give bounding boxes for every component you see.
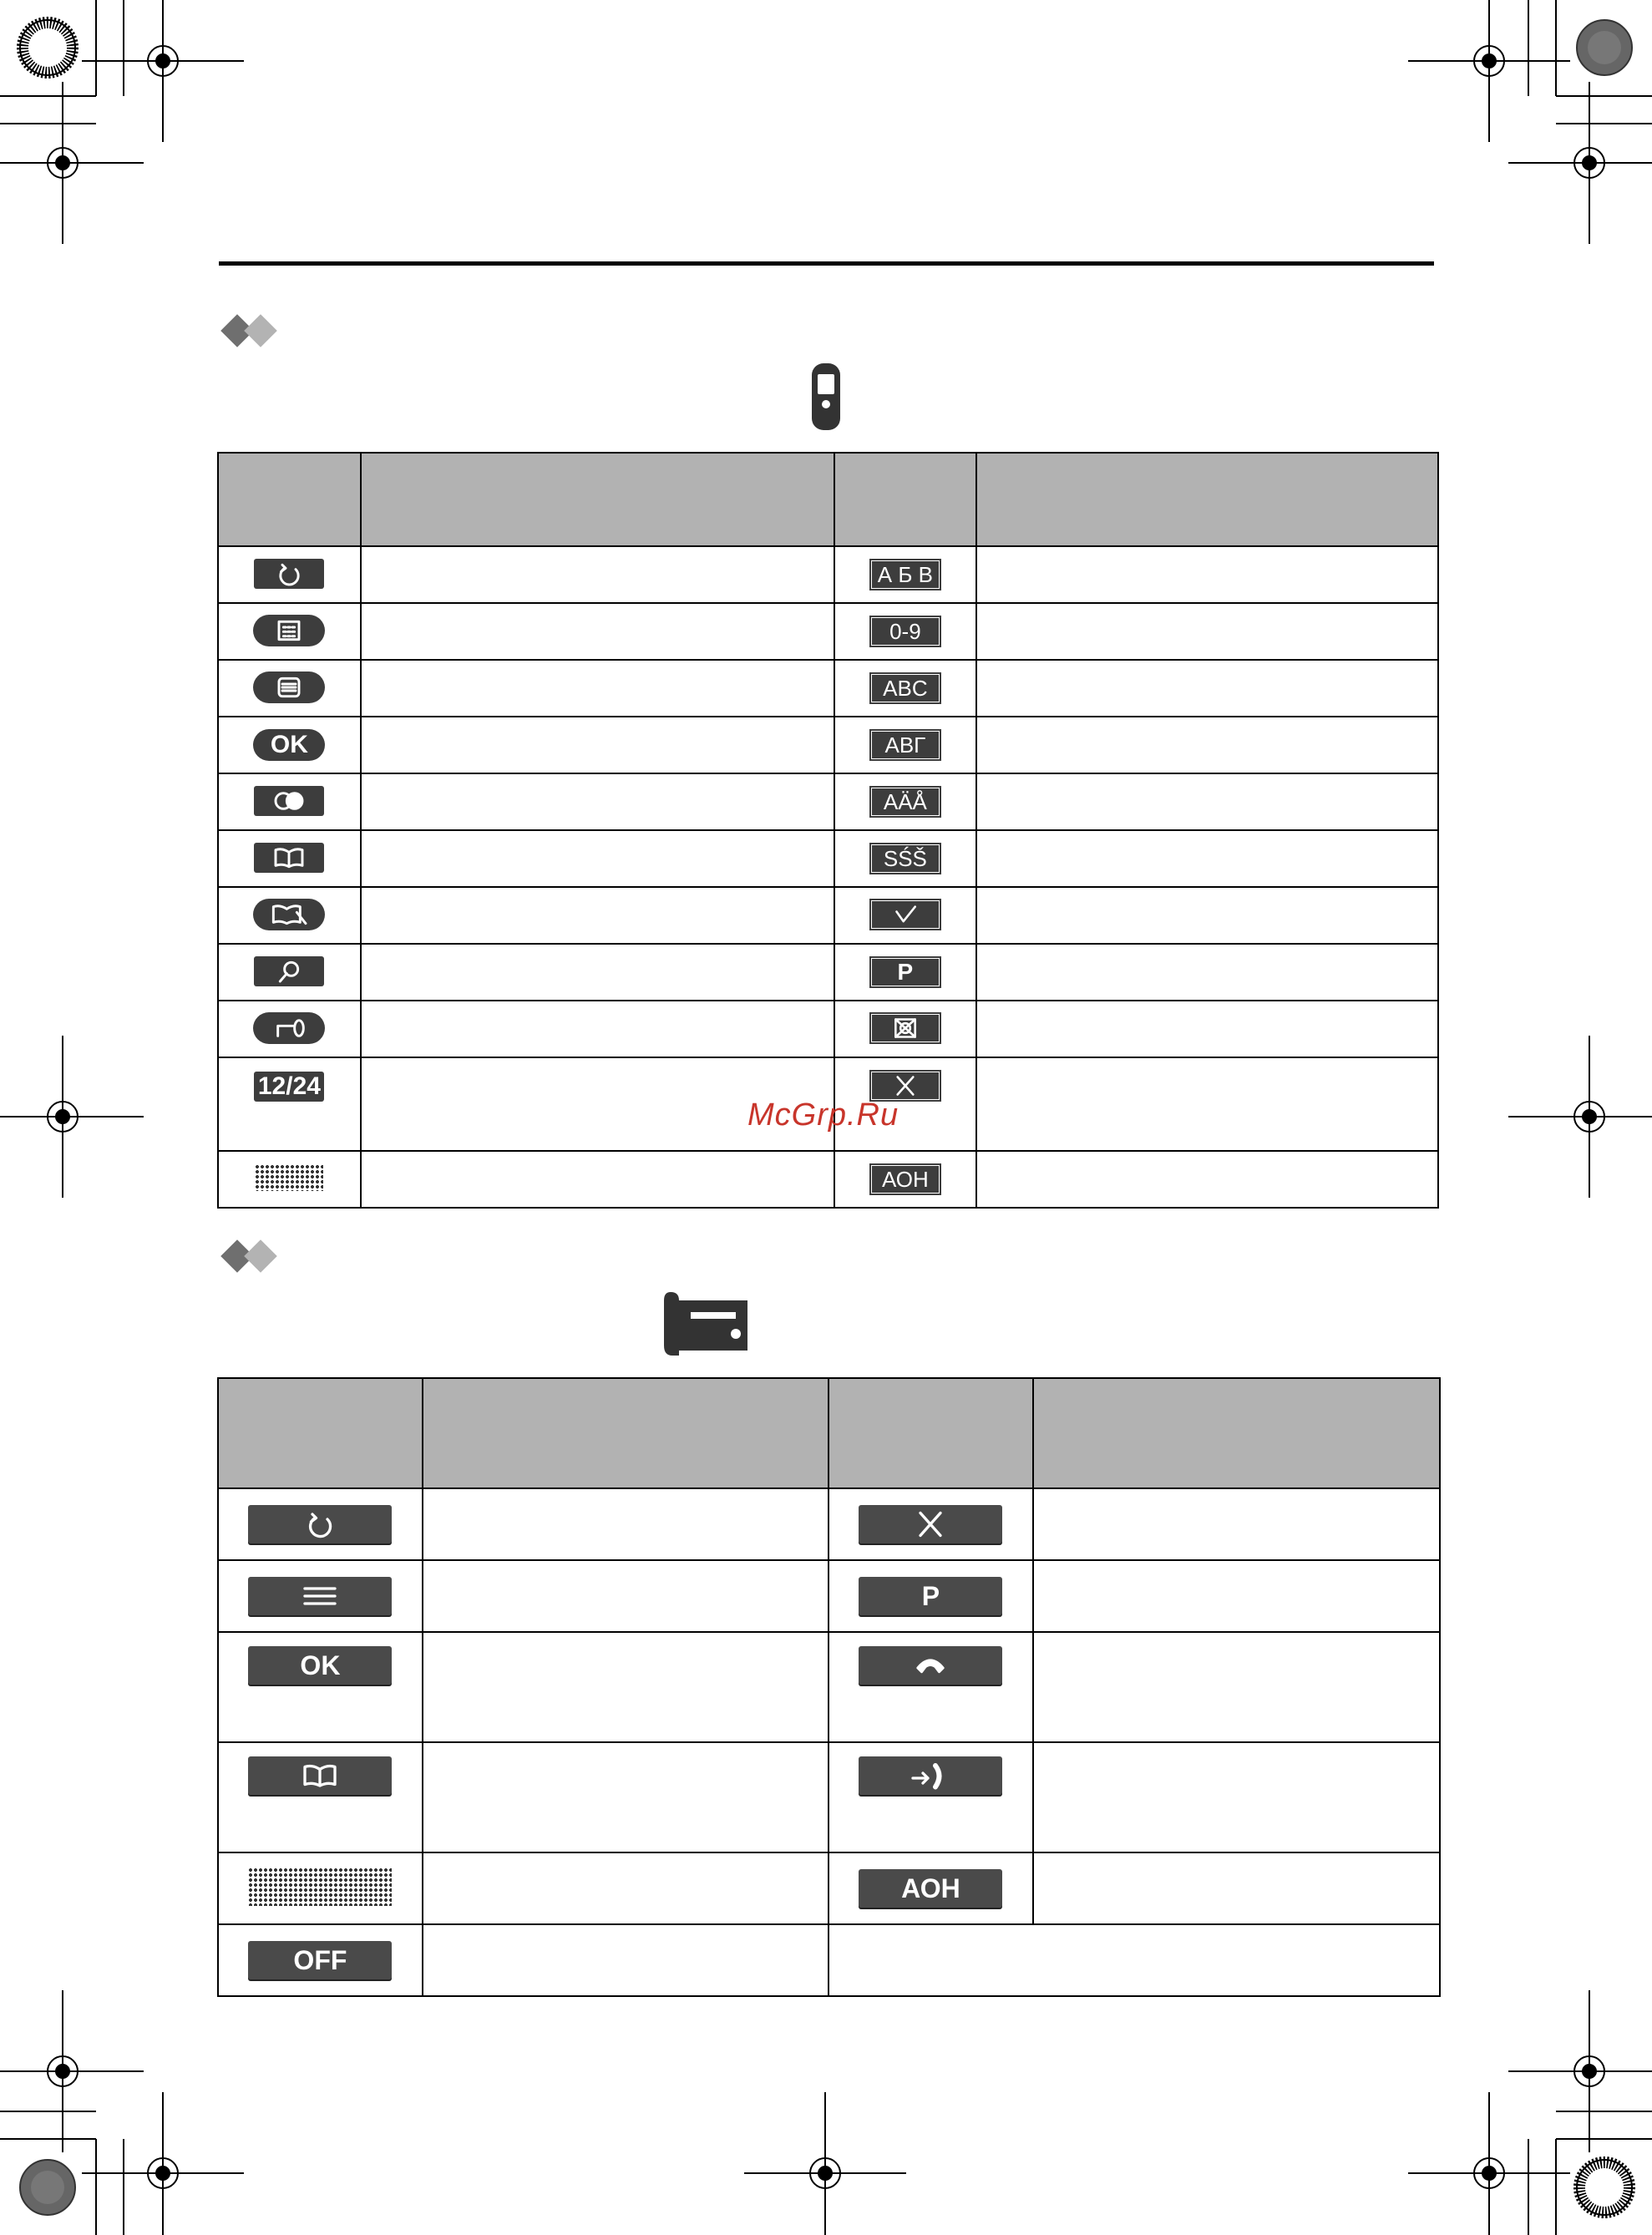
key-cell: [218, 830, 361, 887]
right-key-cell: [829, 1632, 1033, 1742]
left-key-cell: [218, 1742, 423, 1852]
key-description: [361, 887, 834, 944]
key-description: [361, 773, 834, 830]
key-description: [361, 603, 834, 660]
table-row: [218, 1742, 1440, 1852]
key-description: [361, 717, 834, 773]
watermark: McGrp.Ru: [747, 1097, 899, 1133]
table-row: [218, 773, 1438, 830]
key-description: [1033, 1560, 1440, 1632]
key-p: P: [859, 1577, 1002, 1615]
key-description: [361, 546, 834, 603]
table-row: [218, 717, 1438, 773]
table-row: [218, 1151, 1438, 1208]
key-description: [423, 1924, 829, 1996]
display-cell: [834, 546, 976, 603]
display-description: [976, 773, 1438, 830]
display-cell: [834, 1001, 976, 1057]
display-label: АВГ: [871, 731, 940, 759]
display-label: А Б В: [871, 560, 940, 589]
key-cell: [218, 1057, 361, 1151]
key-description: [361, 660, 834, 717]
table-header-row: [218, 453, 1438, 546]
phonebook-icon: [248, 1756, 392, 1795]
section-diamond-icon: [219, 1236, 286, 1278]
display-label: SŚŠ: [871, 844, 940, 873]
key-: АОН: [859, 1869, 1002, 1908]
display-cell: [834, 773, 976, 830]
key-cell: [218, 603, 361, 660]
display-description: [976, 717, 1438, 773]
display-cell: [834, 944, 976, 1001]
left-key-cell: [218, 1560, 423, 1632]
key-cell: [218, 1151, 361, 1208]
right-key-cell: [829, 1488, 1033, 1560]
display-description: [976, 1001, 1438, 1057]
display-description: [976, 603, 1438, 660]
display-cell: [834, 603, 976, 660]
menu-lines-icon: [248, 1577, 392, 1615]
key-description: [361, 1151, 834, 1208]
base-symbols-table: [217, 1377, 1441, 1997]
keypad-dots-icon: [248, 1868, 392, 1906]
table-row: [218, 546, 1438, 603]
handset-icon: [859, 1646, 1002, 1685]
key-description: [361, 830, 834, 887]
key-cell: [218, 944, 361, 1001]
table-row: [218, 1924, 1440, 1996]
display-cell: [834, 830, 976, 887]
key-lock-icon: [253, 1012, 325, 1044]
key-description: [361, 944, 834, 1001]
key-ok: OK: [248, 1646, 392, 1685]
key-description: [423, 1488, 829, 1560]
key-cell: [218, 773, 361, 830]
display-cell: [834, 717, 976, 773]
key-cell: [218, 660, 361, 717]
menu-icon: [253, 672, 325, 703]
key-cell: [218, 887, 361, 944]
key-description: [361, 1001, 834, 1057]
table-row: [218, 830, 1438, 887]
right-key-cell: [829, 1852, 1033, 1924]
display-description: [976, 660, 1438, 717]
table-row: [218, 660, 1438, 717]
handset-symbols-table: [217, 452, 1439, 1209]
table-row: [218, 603, 1438, 660]
table-header-row: [218, 1378, 1440, 1488]
phonebook-edit-icon: [253, 899, 325, 930]
key-description: [1033, 1632, 1440, 1742]
key-off: OFF: [248, 1941, 392, 1979]
redial-icon: [254, 559, 324, 589]
table-row: [218, 1001, 1438, 1057]
transfer-icon: [859, 1756, 1002, 1795]
display-description: [976, 1057, 1438, 1151]
table-row: [218, 1488, 1440, 1560]
key-ok: OK: [253, 729, 325, 761]
left-key-cell: [218, 1632, 423, 1742]
keypad-dots-icon: [255, 1164, 323, 1191]
right-key-cell: [829, 1560, 1033, 1632]
base-unit-icon: [662, 1289, 749, 1361]
display-description: [976, 546, 1438, 603]
key-description: [423, 1852, 829, 1924]
key-cell: [218, 546, 361, 603]
search-icon: [254, 956, 324, 986]
left-key-cell: [218, 1924, 423, 1996]
display-cell: [834, 1151, 976, 1208]
key-description: [423, 1632, 829, 1742]
table-row: [218, 1560, 1440, 1632]
key-description: [1033, 1488, 1440, 1560]
handset-icon: [811, 362, 841, 435]
key-description: [423, 1560, 829, 1632]
conference-icon: [254, 786, 324, 816]
phonebook-icon: [254, 843, 324, 873]
header-rule: [219, 261, 1434, 266]
display-label: P: [871, 958, 940, 986]
display-cell: [834, 887, 976, 944]
close-icon: [859, 1505, 1002, 1543]
display-description: [976, 887, 1438, 944]
key-description: [423, 1742, 829, 1852]
key-cell: [218, 717, 361, 773]
display-cell: [834, 660, 976, 717]
key-cell: [218, 1001, 361, 1057]
right-key-cell: [829, 1742, 1033, 1852]
table-row: [218, 1632, 1440, 1742]
section-diamond-icon: [219, 311, 286, 352]
display-label: ABC: [871, 674, 940, 702]
table-row: [218, 944, 1438, 1001]
display-description: [976, 1151, 1438, 1208]
empty-cell: [829, 1924, 1440, 1996]
key-1224: 12/24: [254, 1072, 324, 1102]
display-label: AÄÅ: [871, 788, 940, 816]
left-key-cell: [218, 1852, 423, 1924]
close-icon: [871, 1072, 940, 1100]
check-icon: [871, 900, 940, 929]
ringer-off-icon: [871, 1014, 940, 1042]
left-key-cell: [218, 1488, 423, 1560]
redial-icon: [248, 1505, 392, 1543]
display-description: [976, 830, 1438, 887]
table-row: [218, 1852, 1440, 1924]
display-label: 0-9: [871, 617, 940, 646]
key-description: [1033, 1852, 1440, 1924]
display-description: [976, 944, 1438, 1001]
table-row: [218, 887, 1438, 944]
intercom-icon: [253, 615, 325, 646]
display-label: АОН: [871, 1165, 940, 1194]
key-description: [1033, 1742, 1440, 1852]
